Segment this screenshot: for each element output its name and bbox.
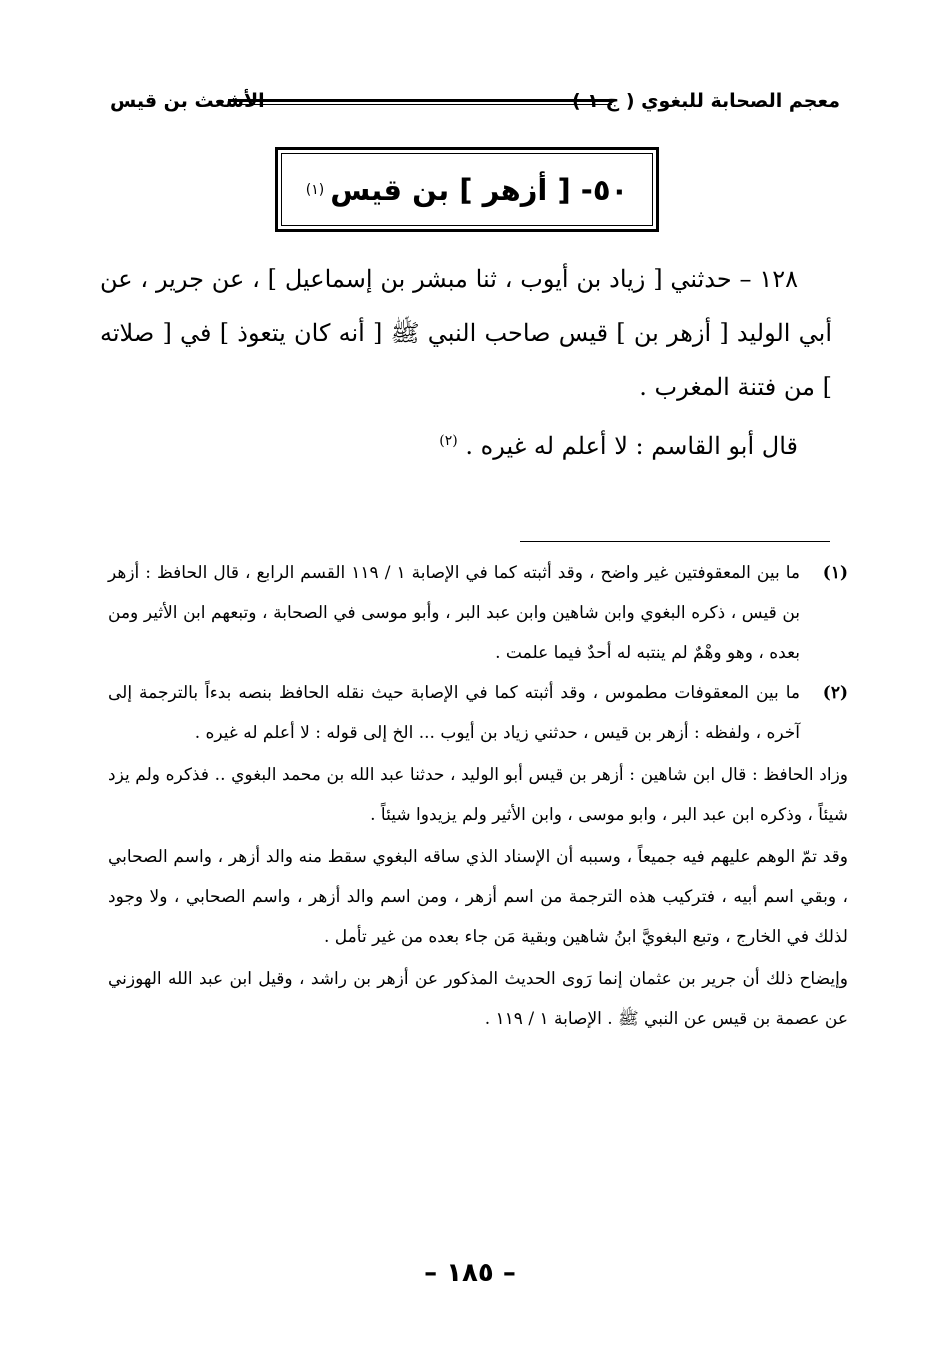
footnote-2: [108, 673, 848, 753]
entry-title-inner-frame: [281, 153, 653, 226]
statement-text: قال أبو القاسم : لا أعلم له غيره .: [465, 432, 798, 460]
footnote-number: (٢): [822, 683, 848, 703]
entry-title-footnote-mark: (١): [305, 181, 325, 198]
footnote-continuation: وقد تمّ الوهم عليهم فيه جميعاً ، وسببه أن الإسناد الذي ساقه البغوي سقط منه والد أزهر ، واسم الصحابي ، وبقي اسم أبيه ، فتركيب هذه الترجمة من اسم أزهر ، ومن اسم والد أزهر ، واسم الصحابي ، ولا وجود لذلك في الخارج ، وتبع البغويَّ ابنُ شاهين وبقية مَن جاء بعده من غير تأمل .: [108, 847, 848, 947]
header-book-title: معجم الصحابة للبغوي ( ج ١ ): [571, 90, 840, 112]
footnote-number: (١): [822, 563, 848, 583]
entry-title: ٥٠- [ أزهر ] بن قيس: [330, 172, 629, 207]
footnote-continuation: وزاد الحافظ : قال ابن شاهين : أزهر بن قيس أبو الوليد ، حدثنا عبد الله بن محمد البغوي .. فذكره ولم يزد شيئاً ، وذكره ابن عبد البر ، وابو موسى ، وابن الأثير ولم يزيدوا شيئاً .: [108, 765, 848, 825]
footnote-text: ما بين المعقوفات مطموس ، وقد أثبته كما في الإصابة حيث نقله الحافظ بنصه بدءاً بالترجمة إلى آخره ، ولفظه : أزهر بن قيس ، حدثني زياد بن أيوب ... الخ إلى قوله : لا أعلم له غيره .: [108, 683, 800, 743]
entry-title-box: [275, 147, 659, 232]
statement-paragraph: [100, 414, 832, 473]
hadith-paragraph: ١٢٨ – حدثني [ زياد بن أيوب ، ثنا مبشر بن إسماعيل ] ، عن جرير ، عن أبي الوليد [ أزهر بن ] قيس صاحب النبي ﷺ [ أنه كان يتعوذ ] في [ صلاته ] من فتنة المغرب .: [100, 265, 832, 401]
footnote-1: [108, 553, 848, 673]
header-rule: [228, 99, 612, 105]
footnote-continuation: وإيضاح ذلك أن جرير بن عثمان إنما رَوى الحديث المذكور عن أزهر بن راشد ، وقيل ابن عبد الله الهوزني عن عصمة بن قيس عن النبي ﷺ . الإصابة ١ / ١١٩ .: [108, 969, 848, 1029]
main-text: [100, 252, 832, 473]
statement-footnote-mark: (٢): [439, 433, 458, 449]
footnote-separator: [520, 541, 830, 542]
running-header: [110, 86, 840, 122]
footnotes: [108, 553, 848, 1039]
header-entry-name: الأشعث بن قيس: [110, 90, 265, 112]
page-number: – ١٨٥ –: [424, 1258, 516, 1288]
footnote-text: ما بين المعقوفتين غير واضح ، وقد أثبته كما في الإصابة ١ / ١١٩ القسم الرابع ، قال الحافظ : أزهر بن قيس ، ذكره البغوي وابن شاهين وابن عبد البر ، وأبو موسى في الصحابة ، وتبعهم ابن الأثير ومن بعده ، وهو وهْمٌ لم ينتبه له أحدٌ فيما علمت .: [108, 563, 800, 663]
